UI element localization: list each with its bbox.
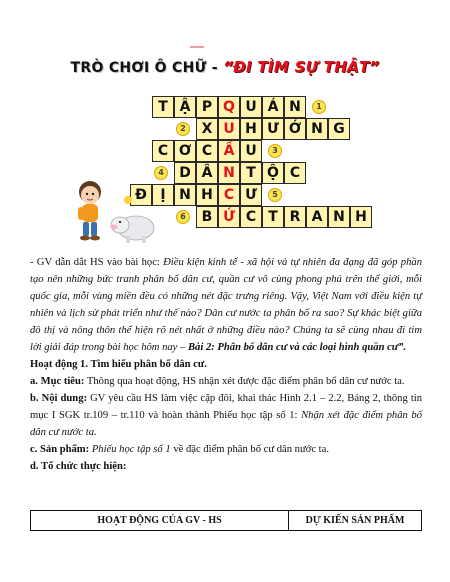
intro-plain: - GV dẫn dắt HS vào bài học:: [30, 257, 164, 268]
row-number-badge-5: 5: [268, 188, 282, 202]
crossword-cell-r3-c4: Ấ: [218, 140, 240, 162]
crossword-grid: [0, 96, 450, 226]
crossword-cell-r2-c6: N: [306, 118, 328, 140]
title-dash: -: [206, 60, 224, 76]
crossword-cell-r6-c2: Ứ: [218, 206, 240, 228]
crossword-cell-r2-c5: Ớ: [284, 118, 306, 140]
content-italic: Nhận xét đặc điểm phân bố dân cư nước ta.: [30, 410, 423, 438]
crossword-cell-r6-c3: C: [240, 206, 262, 228]
crossword-cell-r4-c4: T: [240, 162, 262, 184]
crossword-cell-r5-c6: Ư: [240, 184, 262, 206]
lesson-text: [30, 254, 422, 475]
crossword-cell-r1-c6: Á: [262, 96, 284, 118]
crossword-cell-r4-c6: C: [284, 162, 306, 184]
crossword-cell-r6-c5: R: [284, 206, 306, 228]
title-decoration: [190, 46, 204, 48]
title-part-2: “ĐI TÌM SỰ THẬT”: [223, 58, 380, 76]
activity-table: [30, 510, 422, 531]
row-number-badge-6: 6: [176, 210, 190, 224]
boy-character-icon: [78, 181, 101, 241]
intro-italic: Điều kiện kinh tế - xã hội và tự nhiên đa đạng đã góp phần tạo nên những bức tranh phân bố dân cư, quần cư vô cùng phong phú trên thế giới, mỗi quốc gia, mỗi vùng miền đều có những nét đặc trưng riêng. Vậy, Việt Nam với điều kiện tự nhiên và lịch sử phát triển như thế nào? Dân cư nước ta phân bố ra sao? Sự khác biệt giữa đô thị và nông thôn thể hiện rõ nét nhất ở những điều nào? Chúng ta sẽ cùng nhau đi tìm lời giải đáp trong bài học hôm nay –: [30, 257, 422, 353]
fruit-icon: [124, 196, 132, 204]
crossword-cell-r6-c6: A: [306, 206, 328, 228]
crossword-cell-r3-c3: C: [196, 140, 218, 162]
crossword-cell-r2-c4: Ư: [262, 118, 284, 140]
product-text: về đặc điểm phân bố cư dân nước ta.: [170, 444, 329, 455]
crossword-cell-r5-c2: Ị: [152, 184, 174, 206]
piggy-character-icon: [111, 216, 155, 243]
crossword-cell-r1-c2: Ậ: [174, 96, 196, 118]
table-header-activities: HOẠT ĐỘNG CỦA GV - HS: [31, 511, 289, 531]
content-label: b. Nội dung:: [30, 393, 88, 404]
product-italic: Phiếu học tập số 1: [89, 444, 171, 455]
crossword-cell-r4-c5: Ộ: [262, 162, 284, 184]
crossword-cell-r1-c5: U: [240, 96, 262, 118]
game-title: [0, 58, 450, 77]
goal-label: a. Mục tiêu:: [30, 376, 85, 387]
crossword-cell-r6-c7: N: [328, 206, 350, 228]
title-part-1: TRÒ CHƠI Ô CHỮ: [70, 60, 207, 76]
crossword-cell-r3-c5: U: [240, 140, 262, 162]
row-number-badge-4: 4: [154, 166, 168, 180]
crossword-cell-r2-c3: H: [240, 118, 262, 140]
table-header-products: DỰ KIẾN SẢN PHẨM: [289, 511, 422, 531]
table-header-row: [31, 511, 422, 531]
row-number-badge-2: 2: [176, 122, 190, 136]
crossword-cell-r1-c7: N: [284, 96, 306, 118]
crossword-cell-r6-c4: T: [262, 206, 284, 228]
content-text: GV yêu cầu HS làm việc cặp đôi, khai thác Hình 2.1 – 2.2, Bảng 2, thông tin mục I SGK tr.109 – tr.110 và hoàn thành Phiếu học tập số 1:: [30, 393, 423, 421]
crossword-cell-r3-c2: Ơ: [174, 140, 196, 162]
intro-paragraph: [30, 254, 422, 356]
content-paragraph: [30, 390, 422, 441]
crossword-cell-r4-c1: D: [174, 162, 196, 184]
activity-heading: Hoạt động 1. Tìm hiểu phân bố dân cư.: [30, 359, 207, 370]
goal-paragraph: [30, 373, 422, 390]
crossword-cell-r1-c1: T: [152, 96, 174, 118]
crossword-cell-r1-c4: Q: [218, 96, 240, 118]
row-number-badge-1: 1: [312, 100, 326, 114]
organization-heading: d. Tổ chức thực hiện:: [30, 461, 127, 472]
product-label: c. Sản phẩm:: [30, 444, 90, 455]
crossword-cell-r3-c1: C: [152, 140, 174, 162]
product-paragraph: [30, 441, 422, 458]
lesson-name: Bài 2: Phân bố dân cư và các loại hình quần cư”.: [187, 342, 407, 353]
crossword-cell-r2-c2: U: [218, 118, 240, 140]
crossword-cell-r5-c1: Đ: [130, 184, 152, 206]
crossword-cell-r4-c2: Â: [196, 162, 218, 184]
crossword-cell-r1-c3: P: [196, 96, 218, 118]
crossword-cell-r6-c1: B: [196, 206, 218, 228]
crossword-cell-r5-c4: H: [196, 184, 218, 206]
crossword-cell-r5-c5: C: [218, 184, 240, 206]
mascot-illustration: [70, 178, 166, 248]
goal-text: Thông qua hoạt động, HS nhận xét được đặc điểm phân bố dân cư nước ta.: [84, 376, 405, 387]
crossword-cell-r5-c3: N: [174, 184, 196, 206]
crossword-cell-r6-c8: H: [350, 206, 372, 228]
crossword-cell-r2-c7: G: [328, 118, 350, 140]
crossword-cell-r2-c1: X: [196, 118, 218, 140]
row-number-badge-3: 3: [268, 144, 282, 158]
crossword-cell-r4-c3: N: [218, 162, 240, 184]
